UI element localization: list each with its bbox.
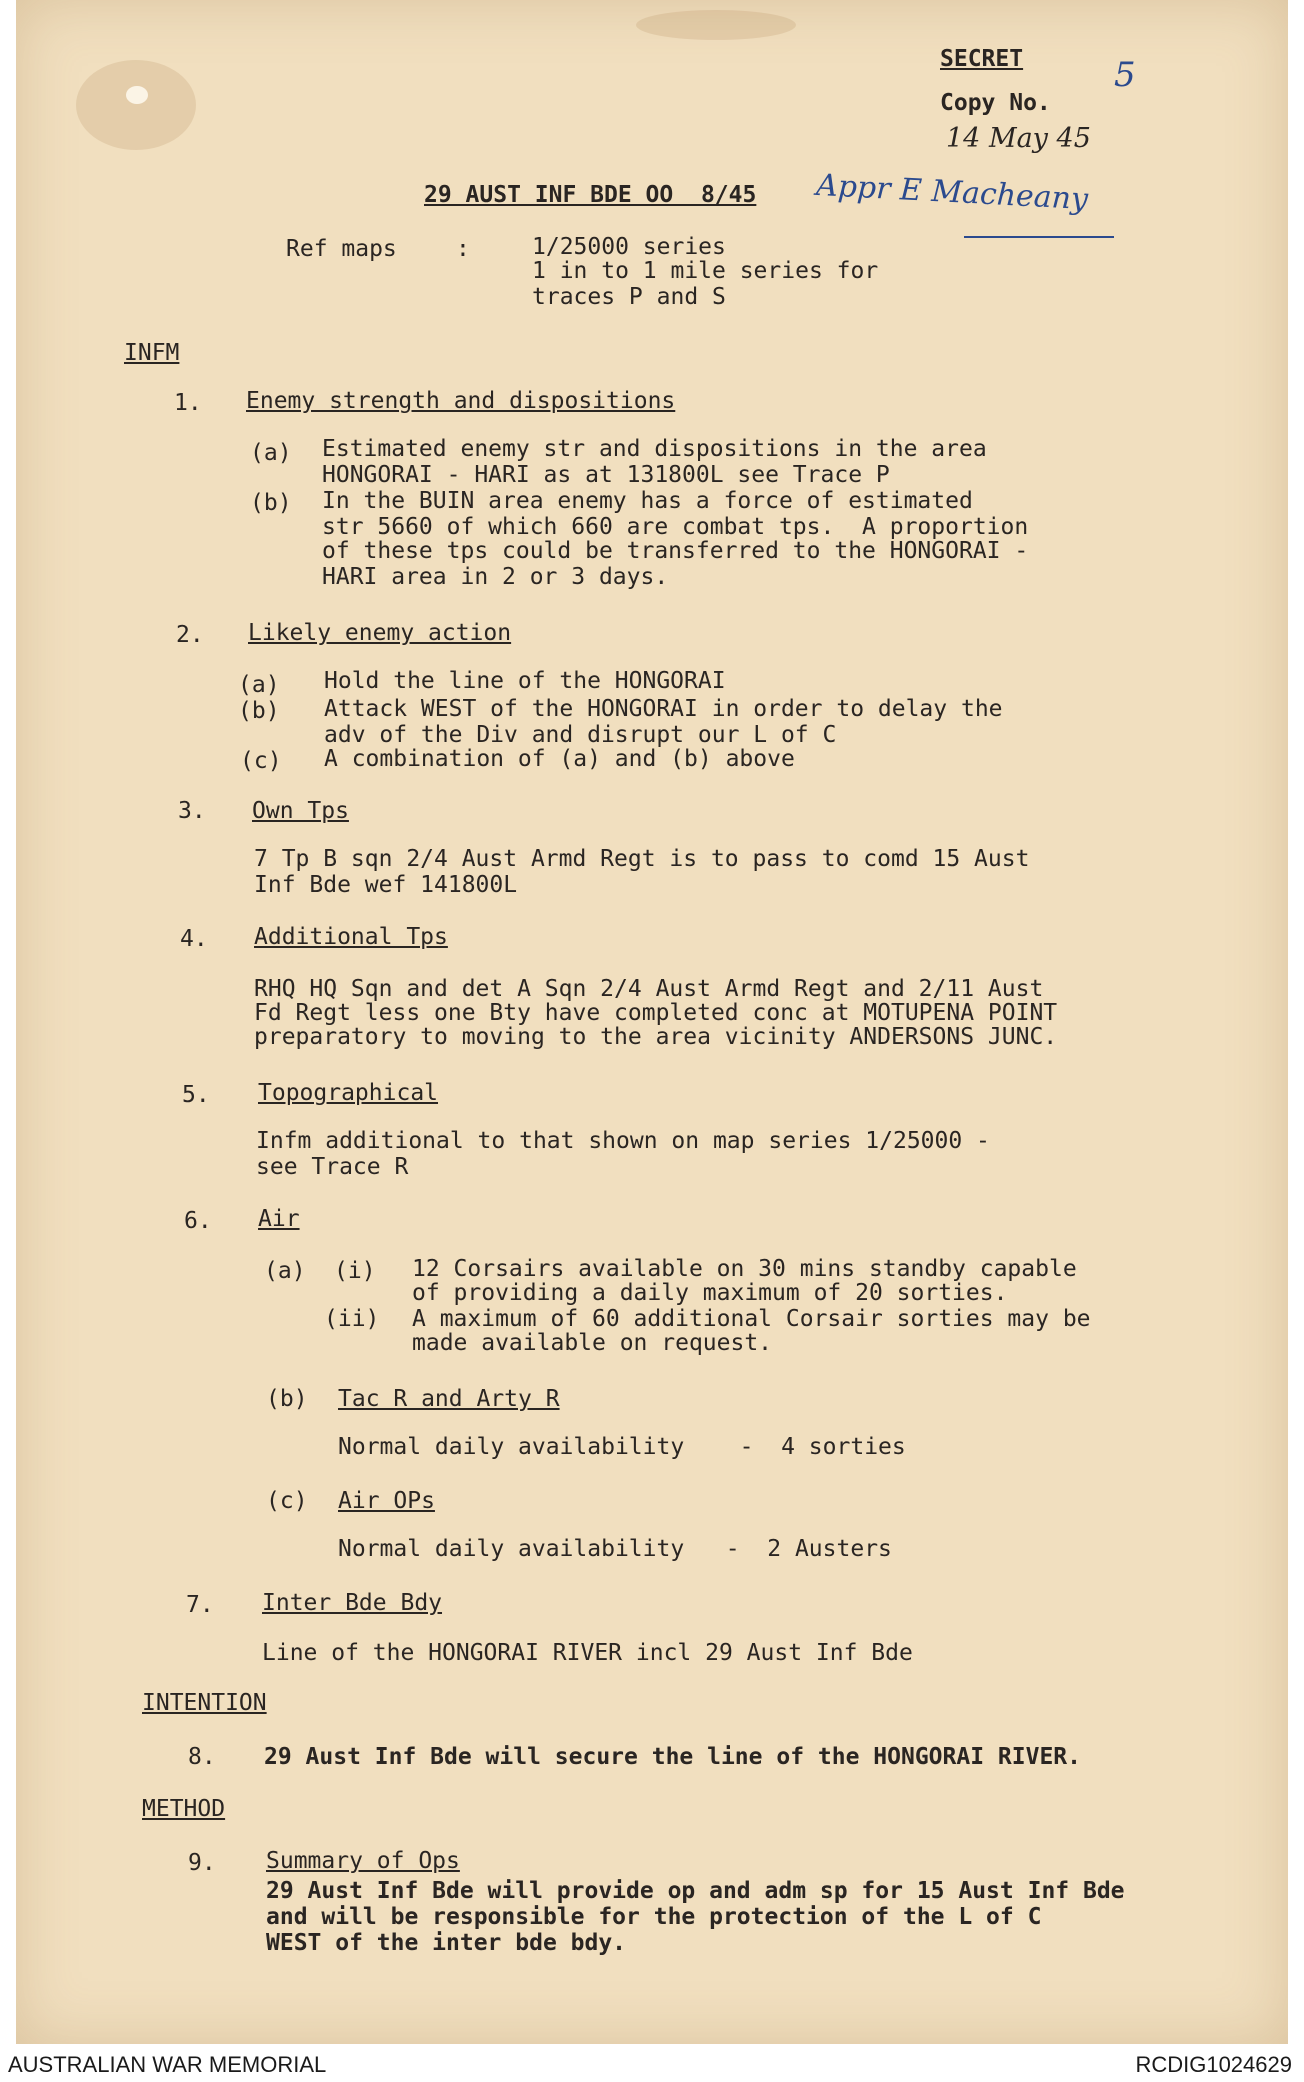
item-text-line: 12 Corsairs available on 30 mins standby capable (412, 1256, 1077, 1282)
item-text-line: 29 Aust Inf Bde will secure the line of the HONGORAI RIVER. (264, 1744, 1081, 1770)
item-text-line: made available on request. (412, 1330, 773, 1356)
subitem-mark: (a) (264, 1258, 306, 1284)
item-number: 8. (188, 1744, 216, 1770)
paper-stain (76, 60, 196, 150)
copy-no-handwritten: 5 (1114, 55, 1136, 95)
subitem-title: Air OPs (338, 1488, 435, 1514)
item-text-line: Estimated enemy str and dispositions in the area (322, 436, 987, 462)
section-heading-method: METHOD (142, 1796, 226, 1822)
item-text-line: of providing a daily maximum of 20 sorties. (412, 1280, 1008, 1306)
item-text-line: HONGORAI - HARI as at 131800L see Trace P (322, 462, 890, 488)
item-text-line: 7 Tp B sqn 2/4 Aust Armd Regt is to pass to comd 15 Aust (254, 846, 1030, 872)
signature-stroke (964, 236, 1114, 238)
item-text-line: see Trace R (256, 1154, 409, 1180)
item-title: Enemy strength and dispositions (246, 388, 676, 414)
copy-no-label: Copy No. (940, 90, 1051, 116)
item-text-line: 29 Aust Inf Bde will provide op and adm sp for 15 Aust Inf Bde (266, 1878, 1125, 1904)
item-text-line: Line of the HONGORAI RIVER incl 29 Aust Inf Bde (262, 1640, 913, 1666)
ref-maps-colon: : (456, 236, 470, 262)
subitem-mark: (i) (334, 1258, 376, 1284)
item-number: 7. (186, 1592, 214, 1618)
subitem-mark: (c) (240, 748, 282, 774)
item-text-line: Inf Bde wef 141800L (254, 872, 518, 898)
item-title: Inter Bde Bdy (262, 1590, 443, 1616)
subitem-mark: (ii) (324, 1306, 380, 1332)
section-heading-infm: INFM (124, 340, 180, 366)
classification: SECRET (940, 46, 1024, 72)
item-text-line: str 5660 of which 660 are combat tps. A proportion (322, 514, 1029, 540)
item-text-line: RHQ HQ Sqn and det A Sqn 2/4 Aust Armd Regt and 2/11 Aust (254, 976, 1044, 1002)
subitem-mark: (b) (250, 490, 292, 516)
footer-source: AUSTRALIAN WAR MEMORIAL (8, 2052, 327, 2077)
item-text-line: Normal daily availability - 4 sorties (338, 1434, 906, 1460)
signature: Appr E Macheany (815, 167, 1089, 218)
item-title: Additional Tps (254, 924, 448, 950)
item-text-line: In the BUIN area enemy has a force of estimated (322, 488, 973, 514)
item-text-line: of these tps could be transferred to the HONGORAI - (322, 538, 1029, 564)
item-text-line: HARI area in 2 or 3 days. (322, 564, 669, 590)
item-text-line: A maximum of 60 additional Corsair sorties may be (412, 1306, 1091, 1332)
paper-stain (636, 10, 796, 40)
item-number: 3. (178, 798, 206, 824)
item-title: Summary of Ops (266, 1848, 460, 1874)
item-title: Topographical (258, 1080, 439, 1106)
subitem-mark: (a) (250, 440, 292, 466)
item-title: Likely enemy action (248, 620, 512, 646)
item-number: 1. (174, 390, 202, 416)
item-text-line: Hold the line of the HONGORAI (324, 668, 726, 694)
ref-maps-line: 1/25000 series (532, 234, 726, 260)
item-text-line: Normal daily availability - 2 Austers (338, 1536, 892, 1562)
item-title: Air (258, 1206, 300, 1232)
item-text-line: and will be responsible for the protection of the L of C (266, 1904, 1042, 1930)
item-number: 9. (188, 1850, 216, 1876)
item-text-line: Infm additional to that shown on map series 1/25000 - (256, 1128, 990, 1154)
item-number: 5. (182, 1082, 210, 1108)
item-text-line: WEST of the inter bde bdy. (266, 1930, 627, 1956)
subitem-mark: (a) (238, 672, 280, 698)
ref-maps-line: 1 in to 1 mile series for (532, 258, 879, 284)
item-text-line: Fd Regt less one Bty have completed conc at MOTUPENA POINT (254, 1000, 1058, 1026)
document-date: 14 May 45 (946, 123, 1091, 154)
document-title: 29 AUST INF BDE OO 8/45 (424, 182, 757, 208)
ref-maps-line: traces P and S (532, 284, 726, 310)
subitem-mark: (c) (266, 1488, 308, 1514)
item-title: Own Tps (252, 798, 349, 824)
item-text-line: A combination of (a) and (b) above (324, 746, 795, 772)
subitem-mark: (b) (238, 698, 280, 724)
document-page (16, 0, 1288, 2044)
section-heading-intention: INTENTION (142, 1690, 267, 1716)
subitem-mark: (b) (266, 1386, 308, 1412)
paper-damage (126, 86, 148, 104)
item-number: 2. (176, 622, 204, 648)
subitem-title: Tac R and Arty R (338, 1386, 560, 1412)
item-text-line: Attack WEST of the HONGORAI in order to delay the (324, 696, 1003, 722)
footer-id: RCDIG1024629 (1135, 2052, 1292, 2077)
item-number: 6. (184, 1208, 212, 1234)
item-text-line: adv of the Div and disrupt our L of C (324, 722, 837, 748)
ref-maps-label: Ref maps (286, 236, 397, 262)
item-number: 4. (180, 926, 208, 952)
item-text-line: preparatory to moving to the area vicinity ANDERSONS JUNC. (254, 1024, 1058, 1050)
